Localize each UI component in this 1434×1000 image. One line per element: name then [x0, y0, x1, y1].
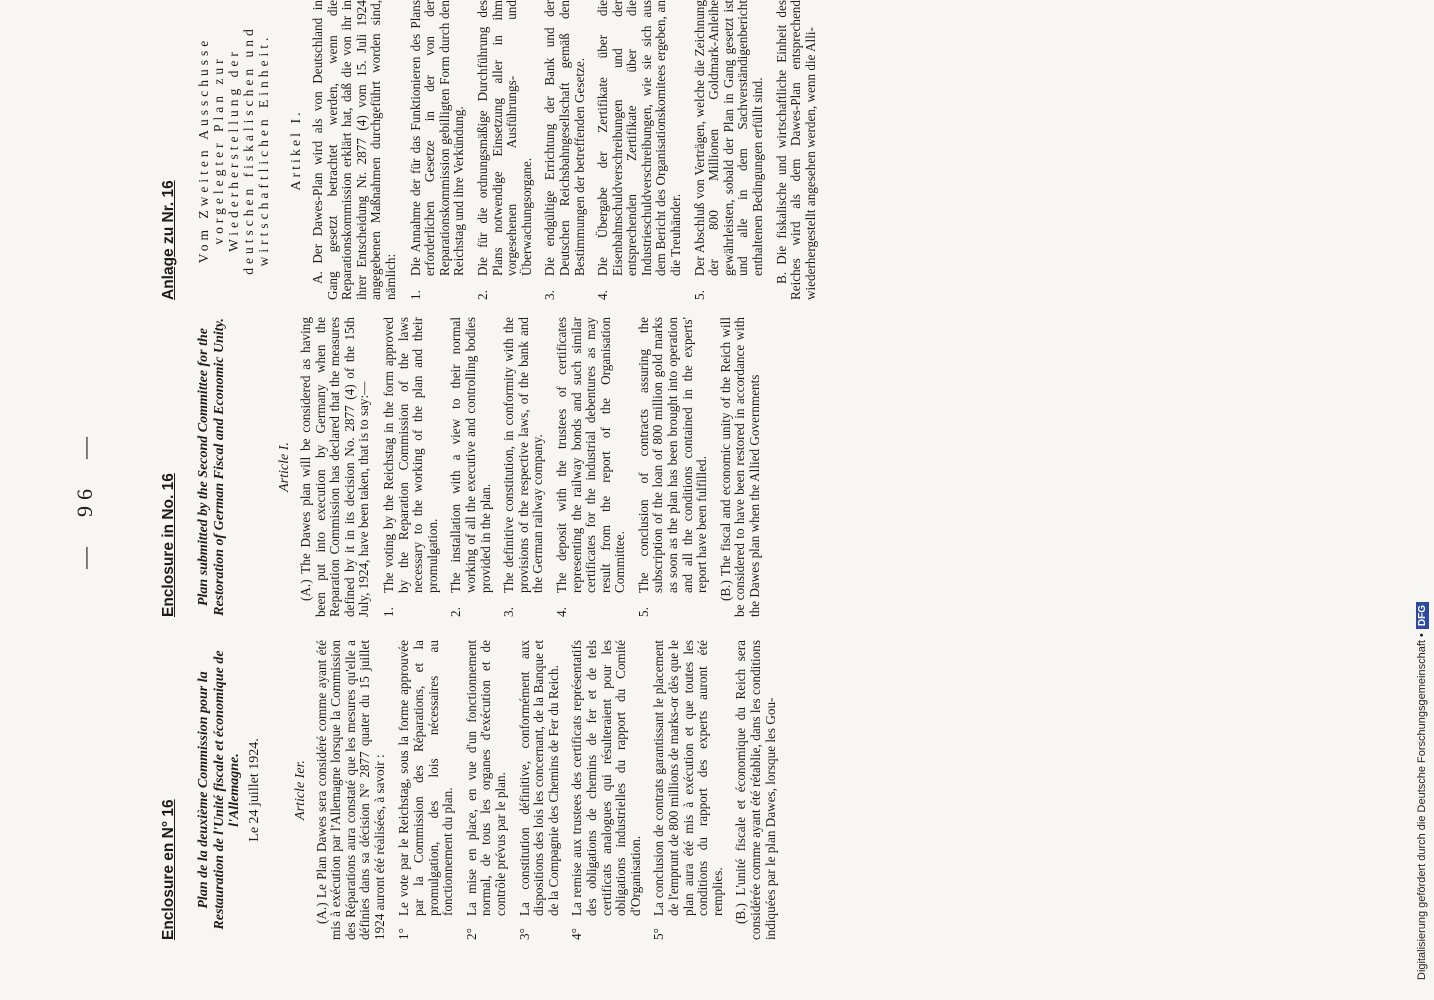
german-item: 5. Der Abschluß von Verträgen, welche die Zeichnung der 800 Millionen Goldmark-Anleihe gewährleisten, sobald der Plan in Gang gesetzt ist und alle in dem Sachverständigenbericht enthaltenen Bedingungen erfüllt sind.	[691, 0, 766, 300]
page-number: —96—	[72, 431, 97, 569]
french-item: 3° La constitution définitive, conformément aux dispositions des lois les concernant, de la Banque et de la Compagnie des Chemins de Fer du Reich.	[516, 640, 561, 940]
english-article: Article I.	[277, 442, 292, 492]
english-item: 5. The conclusion of contracts assuring the subscription of the loan of 800 million gold marks as soon as the plan has been brought into operation and all the conditions contained in the experts' report have been fulfilled.	[635, 317, 710, 617]
dfg-logo: DFG	[1416, 602, 1429, 629]
english-item: 3. The definitive constitution, in conformity with the provisions of the respective laws, of the bank and the German railway company.	[501, 317, 546, 617]
french-item: 4° La remise aux trustees des certificats représentatifs des obligations de chemins de fer et de tels certificats analogues qui résulteraient pour les obligations industrielles du rapport du Comité d'Organisation.	[569, 640, 643, 940]
english-intro: (A.) The Dawes plan will be considered as having been put into execution by Germany when the Reparation Commission has declared that the measures defined by it in its decision No. 2877 (4) of the 15th July, 1924, have been taken, that is to say:—	[298, 317, 372, 617]
english-item: 1. The voting by the Reichstag in the form approved by the Reparation Commission of the laws necessary to the working of the plan and their promulgation.	[380, 317, 440, 617]
english-heading: Enclosure in No. 16	[160, 473, 177, 617]
french-heading: Enclosure en N° 16	[160, 799, 177, 940]
english-item: 4. The deposit with the trustees of certificates representing the railway bonds and such similar certificates for the industrial debentures as may result from the report of the Organisation Committee.	[553, 317, 628, 617]
german-article: Artikel I.	[289, 109, 304, 191]
german-column	[160, 0, 1320, 300]
french-title: Plan de la deuxième Commission pour la Restauration de l'Unité fiscale et économique de l'Allemagne.	[196, 650, 242, 930]
english-item: 2. The installation with a view to their normal working of all the executive and controlling bodies provided in the plan.	[448, 317, 493, 617]
french-article: Article Ier.	[292, 760, 308, 820]
english-date-spacer	[231, 317, 247, 617]
german-intro: A. Der Dawes-Plan wird als von Deutschland in Gang gesetzt betrachtet werden, wenn die Reparationskommission erklärt hat, daß die von ihr in ihrer Entscheidung Nr. 2877 (4) vom 15. Juli 1924 angegebenen Maßnahmen durchgeführt worden sind, nämlich:	[310, 0, 398, 300]
german-item: 1. Die Annahme der für das Funktionieren des Plans erforderlichen Gesetze in der von der Reparationskommission gebilligten Form durch den Reichstag und ihre Verkündung.	[407, 0, 467, 300]
german-title: Vom Zweiten Ausschusse vorgelegter Plan zur Wiederherstellung der deutschen fiskalischen und wirtschaftlichen Einheit.	[196, 25, 271, 275]
german-item: 4. Die Übergabe der Zertifikate über die Eisenbahnschuldverschreibungen und der entsprechenden Zertifikate über die Industrieschuldverschreibungen, wie sie sich aus dem Bericht des Organisationskomitees ergeben, an die Treuhänder.	[595, 0, 684, 300]
french-item: 2° La mise en place, en vue d'un fonctionnement normal, de tous les organes d'exécution et de contrôle prévus par le plan.	[463, 640, 509, 940]
english-title: Plan submitted by the Second Committee for the Restoration of German Fiscal and Economic Unity.	[196, 318, 227, 616]
digitization-credit	[1406, 0, 1434, 1000]
french-column	[160, 640, 1320, 940]
french-item: 5° La conclusion de contrats garantissant le placement de l'emprunt de 800 millions de marks-or dès que le plan aura été mis à exécution et que toutes les conditions du rapport des experts auront été remplies.	[651, 640, 725, 940]
german-heading: Anlage zu Nr. 16	[160, 180, 177, 300]
french-date: Le 24 juillet 1924.	[246, 738, 262, 842]
french-intro: (A.) Le Plan Dawes sera considéré comme ayant été mis à exécution par l'Allemagne lorsque la Commission des Réparations aura constaté que les mesures qu'elle a définies dans sa décision N° 2877 quater du 15 juillet 1924 auront été réalisées, à savoir :	[313, 640, 387, 940]
french-outro: (B.) L'unité fiscale et économique du Reich sera considérée comme ayant été rétablie, dans les conditions indiquées par le plan Dawes, lorsque les Gou-	[733, 640, 778, 940]
german-item: 2. Die für die ordnungsmäßige Durchführung des Plans notwendige Einsetzung aller in ihm vorgesehenen Ausführungs- und Überwachungsorgane.	[474, 0, 534, 300]
german-item: 3. Die endgültige Errichtung der Bank und der Deutschen Reichsbahngesellschaft gemäß den Bestimmungen der betreffenden Gesetze.	[542, 0, 587, 300]
english-column	[160, 317, 1320, 617]
french-item: 1° Le vote par le Reichstag, sous la forme approuvée par la Commission des Réparations, et la promulgation, des lois nécessaires au fonctionnement du plan.	[396, 640, 456, 940]
credit-text: Digitalisierung gefördert durch die Deutsche Forschungsgemeinschaft •	[1416, 633, 1428, 980]
english-outro: (B.) The fiscal and economic unity of the Reich will be considered to have been restored in accordance with the Dawes plan when the Allied Governments	[717, 317, 763, 617]
german-outro: B. Die fiskalische und wirtschaftliche Einheit des Reiches wird als dem Dawes-Plan entsprechend wiederhergestellt angesehen werden, wenn die Alli-	[773, 0, 818, 300]
